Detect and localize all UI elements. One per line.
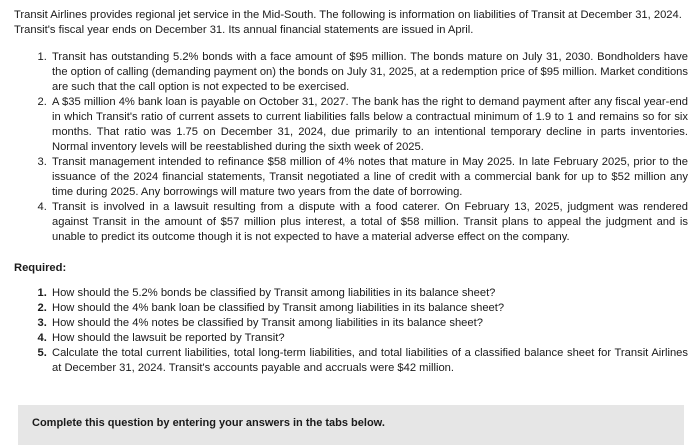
facts-list (14, 50, 688, 245)
fact-item: 3. Transit management intended to refinance $58 million of 4% notes that mature in May 2025. In late February 2025, prior to the issuance of the 2024 financial statements, Transit negotiated a line of credit with a commercial bank for up to $52 million any time during 2025. Any borrowings will mature two years from the date of borrowing. (50, 155, 688, 200)
answer-instructions-text: Complete this question by entering your answers in the tabs below. (32, 417, 385, 429)
question-item: 5. Calculate the total current liabilities, total long-term liabilities, and total liabilities of a classified balance sheet for Transit Airlines at December 31, 2024. Transit's accounts payable and accruals were $42 million. (50, 346, 688, 376)
fact-item: 2. A $35 million 4% bank loan is payable on October 31, 2027. The bank has the right to demand payment after any fiscal year-end in which Transit's ratio of current assets to current liabilities falls below a contractual minimum of 1.9 to 1 and remains so for six months. That ratio was 1.75 on December 31, 2024, due primarily to an intentional temporary decline in parts inventories. Normal inventory levels will be reestablished during the sixth week of 2025. (50, 95, 688, 155)
question-item: 2. How should the 4% bank loan be classified by Transit among liabilities in its balance sheet? (50, 301, 688, 316)
answer-instructions-bar (18, 405, 684, 445)
fact-item: 1. Transit has outstanding 5.2% bonds with a face amount of $95 million. The bonds mature on July 31, 2030. Bondholders have the option of calling (demanding payment on) the bonds on July 31, 2025, at a redemption price of $95 million. Market conditions are such that the call option is not expected to be exercised. (50, 50, 688, 95)
required-heading: Required: (14, 262, 67, 274)
question-item: 4. How should the lawsuit be reported by Transit? (50, 331, 688, 346)
questions-list (14, 286, 688, 376)
question-item: 1. How should the 5.2% bonds be classified by Transit among liabilities in its balance sheet? (50, 286, 688, 301)
question-item: 3. How should the 4% notes be classified by Transit among liabilities in its balance sheet? (50, 316, 688, 331)
problem-content (14, 8, 688, 376)
fact-item: 4. Transit is involved in a lawsuit resulting from a dispute with a food caterer. On February 13, 2025, judgment was rendered against Transit in the amount of $57 million plus interest, a total of $58 million. Transit plans to appeal the judgment and is unable to predict its outcome though it is not expected to have a material adverse effect on the company. (50, 200, 688, 245)
intro-paragraph: Transit Airlines provides regional jet service in the Mid-South. The following is information on liabilities of Transit at December 31, 2024. Transit's fiscal year ends on December 31. Its annual financial statements are issued in April. (14, 9, 682, 36)
